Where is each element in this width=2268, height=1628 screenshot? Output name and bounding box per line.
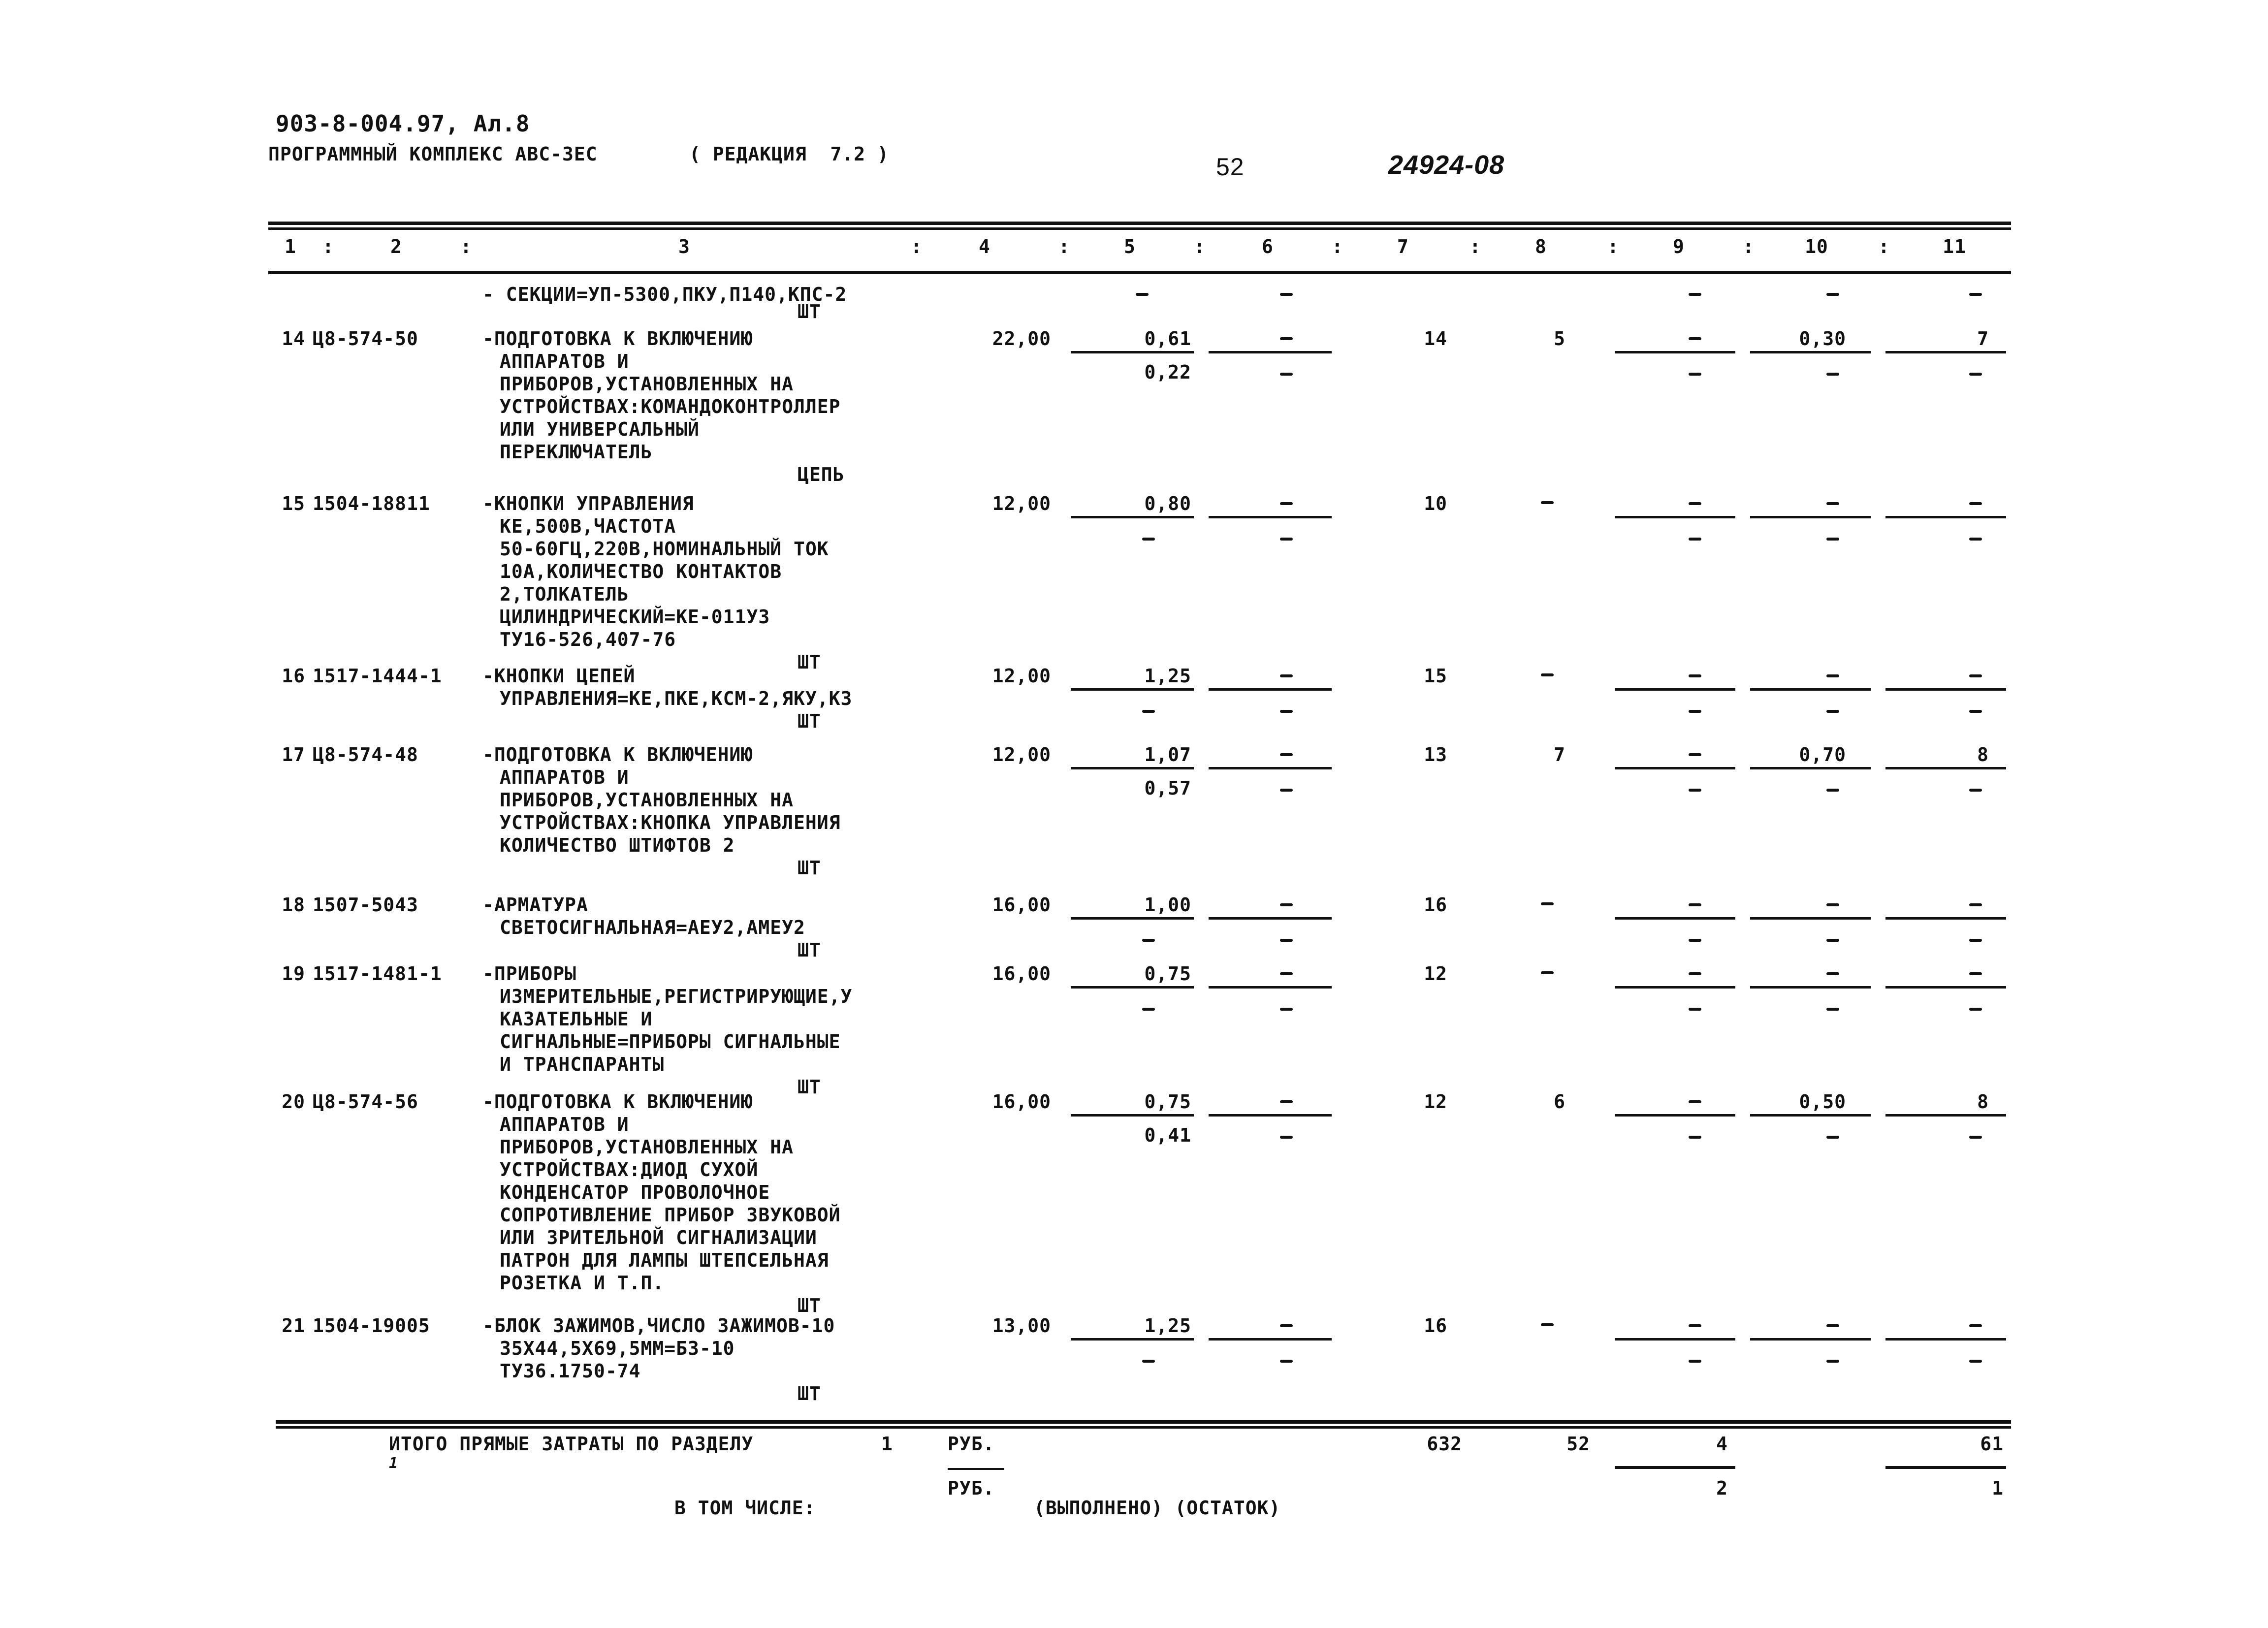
row-code: Ц8-574-50 [313,328,418,350]
empty-value-dash [1969,373,1982,376]
row-number: 17 [282,744,305,766]
row-col5-value: 1,25 [1144,665,1191,687]
column-separators: : [322,236,334,257]
cell-divider-rule [1750,688,1871,691]
empty-value-dash [1969,789,1982,792]
document-code: 903-8-004.97, Ал.8 [276,110,530,137]
empty-value-dash [1689,903,1701,906]
empty-value-dash [1826,1008,1839,1011]
cell-divider-rule [1615,516,1735,518]
edition-label: ( РЕДАКЦИЯ 7.2 ) [689,143,889,165]
empty-value-dash [1826,903,1839,906]
cell-divider-rule [1885,351,2006,353]
cell-divider-rule [1071,917,1194,920]
row-col7-value: 13 [1424,744,1447,766]
row-description-line: АППАРАТОВ И [500,351,629,372]
row-col8-value: 6 [1554,1091,1565,1113]
row-col5-value: 0,75 [1144,963,1191,985]
empty-value-dash [1689,1136,1701,1139]
cell-divider-rule [1615,1114,1735,1117]
column-header-4: 4 [979,236,990,257]
row-c11-value: 8 [1977,744,1989,766]
row-col7-value: 16 [1424,1315,1447,1337]
column-separator: : [1332,236,1343,257]
totals-label: ИТОГО ПРЯМЫЕ ЗАТРАТЫ ПО РАЗДЕЛУ [389,1433,754,1455]
done-remainder-label: (ВЫПОЛНЕНО) (ОСТАТОК) [1034,1497,1281,1519]
row-col5-value: 0,61 [1144,328,1191,350]
row-col5-second-value: 0,22 [1144,361,1191,383]
empty-value-dash [1280,674,1293,677]
empty-value-dash [1969,674,1982,677]
row-c10-value: 0,50 [1799,1091,1846,1113]
row-quantity: 16,00 [992,894,1051,916]
cell-divider-rule [1071,516,1194,518]
empty-value-dash [1969,502,1982,505]
row-number: 20 [282,1091,305,1113]
column-separator: : [1194,236,1206,257]
cell-divider-rule [1209,767,1332,769]
totals-col8: 52 [1566,1433,1590,1455]
row-col7-value: 15 [1424,665,1447,687]
empty-value-dash [1280,1324,1293,1327]
row-description-line: -ПОДГОТОВКА К ВКЛЮЧЕНИЮ [482,328,753,350]
sheet-code: 24924-08 [1388,150,1505,180]
empty-value-dash [1826,293,1839,296]
column-header-5: 5 [1124,236,1136,257]
empty-value-dash [1689,789,1701,792]
totals-col9-rule [1615,1466,1735,1469]
cell-divider-rule [1750,1114,1871,1117]
row-col8-value: 7 [1554,744,1565,766]
column-separator: : [1058,236,1070,257]
empty-value-dash [1280,903,1293,906]
cell-divider-rule [1071,986,1194,989]
cell-divider-rule [1615,688,1735,691]
row-description-line: КОЛИЧЕСТВО ШТИФТОВ 2 [500,834,735,856]
page-number: 52 [1216,153,1245,181]
empty-value-dash [1136,293,1149,296]
column-header-8: 8 [1535,236,1547,257]
cell-divider-rule [1885,516,2006,518]
empty-value-dash [1541,1323,1554,1326]
including-label: В ТОМ ЧИСЛЕ: [674,1497,816,1519]
column-header-1: 1 [285,236,296,257]
empty-value-dash [1826,502,1839,505]
row-quantity: 16,00 [992,1091,1051,1113]
row-description-line: АППАРАТОВ И [500,766,629,788]
empty-value-dash [1689,337,1701,340]
row-col5-second-value: 0,57 [1144,777,1191,799]
row-description-line: И ТРАНСПАРАНТЫ [500,1053,665,1075]
row-code: Ц8-574-48 [313,744,418,766]
row-col7-value: 14 [1424,328,1447,350]
empty-value-dash [1826,1324,1839,1327]
empty-value-dash [1689,939,1701,942]
totals-col11-rule [1885,1466,2006,1469]
row-code: 1507-5043 [313,894,418,916]
row-col7-value: 16 [1424,894,1447,916]
cell-divider-rule [1750,516,1871,518]
empty-value-dash [1280,502,1293,505]
totals-col9: 4 [1716,1433,1728,1455]
row-description-line: ПРИБОРОВ,УСТАНОВЛЕННЫХ НА [500,789,794,811]
cell-divider-rule [1615,767,1735,769]
row-number: 19 [282,963,305,985]
row-description-line: УСТРОЙСТВАХ:КНОПКА УПРАВЛЕНИЯ [500,812,841,833]
cell-divider-rule [1209,1338,1332,1341]
cell-divider-rule [1750,917,1871,920]
row-description-line: -ПОДГОТОВКА К ВКЛЮЧЕНИЮ [482,1091,753,1113]
row-number: 14 [282,328,305,350]
row-col5-value: 0,80 [1144,493,1191,514]
empty-value-dash [1280,753,1293,756]
empty-value-dash [1689,1008,1701,1011]
row-quantity: 12,00 [992,665,1051,687]
empty-value-dash [1689,1360,1701,1363]
cell-divider-rule [1615,1338,1735,1341]
totals-col7: 632 [1427,1433,1462,1455]
totals-col11: 61 [1980,1433,2004,1455]
row-quantity: 12,00 [992,744,1051,766]
empty-value-dash [1969,1324,1982,1327]
column-header-3: 3 [678,236,690,257]
cell-divider-rule [1615,351,1735,353]
empty-value-dash [1826,972,1839,975]
empty-value-dash [1280,337,1293,340]
totals-col11-remainder: 1 [1992,1477,2004,1499]
empty-value-dash [1280,789,1293,792]
row-unit: ШТ [798,939,821,961]
cell-divider-rule [1750,351,1871,353]
row-description-line: УПРАВЛЕНИЯ=КЕ,ПКЕ,КСМ-2,ЯКУ,КЗ [500,688,853,709]
row-description-line: СВЕТОСИГНАЛЬНАЯ=АЕУ2,АМЕУ2 [500,917,805,938]
cell-divider-rule [1071,767,1194,769]
empty-value-dash [1142,939,1155,942]
empty-value-dash [1280,939,1293,942]
row-unit: ЦЕПЬ [798,464,845,485]
row-description-line: - СЕКЦИИ=УП-5300,ПКУ,П140,КПС-2 [482,284,847,305]
empty-value-dash [1689,972,1701,975]
row-unit: ШТ [798,301,821,322]
cell-divider-rule [1885,1114,2006,1117]
row-description-line: ИЛИ ЗРИТЕЛЬНОЙ СИГНАЛИЗАЦИИ [500,1227,817,1248]
row-description-line: ПАТРОН ДЛЯ ЛАМПЫ ШТЕПСЕЛЬНАЯ [500,1249,829,1271]
row-description-line: ЦИЛИНДРИЧЕСКИЙ=КЕ-011У3 [500,606,770,628]
empty-value-dash [1969,1360,1982,1363]
row-description-line: ТУ16-526,407-76 [500,629,676,650]
cell-divider-rule [1209,516,1332,518]
empty-value-dash [1280,972,1293,975]
row-description-line: КЕ,500В,ЧАСТОТА [500,515,676,537]
row-description-line: 35Х44,5Х69,5ММ=Б3-10 [500,1338,735,1359]
cell-divider-rule [1209,688,1332,691]
row-unit: ШТ [798,1383,821,1405]
row-unit: ШТ [798,1076,821,1098]
cell-divider-rule [1071,351,1194,353]
empty-value-dash [1826,710,1839,713]
empty-value-dash [1969,293,1982,296]
row-description-line: УСТРОЙСТВАХ:КОМАНДОКОНТРОЛЛЕР [500,396,841,417]
empty-value-dash [1689,753,1701,756]
row-description-line: 50-60ГЦ,220В,НОМИНАЛЬНЫЙ ТОК [500,538,829,560]
row-description-line: 2,ТОЛКАТЕЛЬ [500,583,629,605]
empty-value-dash [1280,710,1293,713]
empty-value-dash [1969,710,1982,713]
row-description-line: КОНДЕНСАТОР ПРОВОЛОЧНОЕ [500,1181,770,1203]
empty-value-dash [1280,538,1293,541]
row-description-line: -ПОДГОТОВКА К ВКЛЮЧЕНИЮ [482,744,753,766]
row-quantity: 22,00 [992,328,1051,350]
row-code: 1517-1444-1 [313,665,442,687]
totals-section: 1 [881,1433,893,1455]
row-quantity: 12,00 [992,493,1051,514]
empty-value-dash [1826,538,1839,541]
row-unit: ШТ [798,651,821,673]
row-description-line: СИГНАЛЬНЫЕ=ПРИБОРЫ СИГНАЛЬНЫЕ [500,1031,841,1053]
empty-value-dash [1541,501,1554,504]
row-description-line: -БЛОК ЗАЖИМОВ,ЧИСЛО ЗАЖИМОВ-10 [482,1315,835,1337]
empty-value-dash [1689,502,1701,505]
empty-value-dash [1969,972,1982,975]
table-top-rule [268,222,2011,225]
cell-divider-rule [1750,986,1871,989]
row-col5-value: 1,00 [1144,894,1191,916]
cell-divider-rule [1071,1114,1194,1117]
empty-value-dash [1969,1136,1982,1139]
table-top-rule-2 [268,227,2011,230]
row-code: Ц8-574-56 [313,1091,418,1113]
column-header-10: 10 [1805,236,1828,257]
totals-top-rule [276,1420,2011,1424]
cell-divider-rule [1750,767,1871,769]
column-separator: : [911,236,923,257]
empty-value-dash [1142,1360,1155,1363]
cell-divider-rule [1209,351,1332,353]
empty-value-dash [1541,673,1554,676]
empty-value-dash [1826,1136,1839,1139]
row-c11-value: 8 [1977,1091,1989,1113]
row-col8-value: 5 [1554,328,1565,350]
empty-value-dash [1689,373,1701,376]
header-bottom-rule [268,271,2011,274]
column-header-2: 2 [390,236,402,257]
empty-value-dash [1142,1008,1155,1011]
row-quantity: 16,00 [992,963,1051,985]
row-number: 16 [282,665,305,687]
row-description-line: -ПРИБОРЫ [482,963,577,985]
column-header-7: 7 [1397,236,1409,257]
empty-value-dash [1142,710,1155,713]
cell-divider-rule [1885,986,2006,989]
row-code: 1504-18811 [313,493,430,514]
row-unit: ШТ [798,710,821,732]
empty-value-dash [1689,710,1701,713]
row-description-line: 10А,КОЛИЧЕСТВО КОНТАКТОВ [500,561,782,582]
row-c10-value: 0,30 [1799,328,1846,350]
cell-divider-rule [1885,767,2006,769]
row-number: 18 [282,894,305,916]
row-c10-value: 0,70 [1799,744,1846,766]
empty-value-dash [1689,674,1701,677]
row-description-line: ПЕРЕКЛЮЧАТЕЛЬ [500,441,653,463]
row-c11-value: 7 [1977,328,1989,350]
row-description-line: ИЛИ УНИВЕРСАЛЬНЫЙ [500,418,700,440]
row-description-line: ИЗМЕРИТЕЛЬНЫЕ,РЕГИСТРИРУЮЩИЕ,У [500,986,853,1007]
row-description-line: СОПРОТИВЛЕНИЕ ПРИБОР ЗВУКОВОЙ [500,1204,841,1226]
row-unit: ШТ [798,1295,821,1316]
column-header-11: 11 [1943,236,1966,257]
row-description-line: АППАРАТОВ И [500,1114,629,1135]
cell-divider-rule [1071,1338,1194,1341]
row-quantity: 13,00 [992,1315,1051,1337]
row-col7-value: 12 [1424,1091,1447,1113]
row-description-line: РОЗЕТКА И Т.П. [500,1272,665,1294]
empty-value-dash [1969,1008,1982,1011]
row-col7-value: 10 [1424,493,1447,514]
column-separator: : [1469,236,1481,257]
cell-divider-rule [1209,986,1332,989]
cell-divider-rule [1209,917,1332,920]
empty-value-dash [1969,903,1982,906]
cell-divider-rule [1071,688,1194,691]
cell-divider-rule [1885,688,2006,691]
row-description-line: -КНОПКИ УПРАВЛЕНИЯ [482,493,694,514]
row-code: 1517-1481-1 [313,963,442,985]
row-col5-value: 1,07 [1144,744,1191,766]
row-description-line: ПРИБОРОВ,УСТАНОВЛЕННЫХ НА [500,373,794,395]
row-col5-value: 1,25 [1144,1315,1191,1337]
empty-value-dash [1689,1100,1701,1103]
cell-divider-rule [1750,1338,1871,1341]
totals-unit-2: РУБ. [948,1477,995,1499]
empty-value-dash [1689,538,1701,541]
column-separator: : [1607,236,1619,257]
cell-divider-rule [1885,917,2006,920]
empty-value-dash [1689,1324,1701,1327]
row-col7-value: 12 [1424,963,1447,985]
empty-value-dash [1541,902,1554,905]
totals-section-mark: 1 [389,1455,399,1472]
column-separator: : [1878,236,1890,257]
program-line: ПРОГРАММНЫЙ КОМПЛЕКС АВС-ЗЕС [268,143,598,165]
cell-divider-rule [1615,986,1735,989]
row-number: 15 [282,493,305,514]
cell-divider-rule [1209,1114,1332,1117]
empty-value-dash [1826,373,1839,376]
row-description-line: УСТРОЙСТВАХ:ДИОД СУХОЙ [500,1159,759,1181]
totals-top-rule-2 [276,1426,2011,1429]
column-header-6: 6 [1262,236,1274,257]
row-description-line: ПРИБОРОВ,УСТАНОВЛЕННЫХ НА [500,1136,794,1158]
column-separator: : [1743,236,1755,257]
empty-value-dash [1689,293,1701,296]
row-col5-value: 0,75 [1144,1091,1191,1113]
row-number: 21 [282,1315,305,1337]
empty-value-dash [1541,971,1554,974]
cell-divider-rule [1885,1338,2006,1341]
empty-value-dash [1280,1360,1293,1363]
row-description-line: КАЗАТЕЛЬНЫЕ И [500,1008,653,1030]
empty-value-dash [1969,538,1982,541]
empty-value-dash [1826,939,1839,942]
column-header-9: 9 [1673,236,1685,257]
empty-value-dash [1142,538,1155,541]
empty-value-dash [1280,1100,1293,1103]
row-description-line: -КНОПКИ ЦЕПЕЙ [482,665,636,687]
empty-value-dash [1826,674,1839,677]
empty-value-dash [1826,1360,1839,1363]
empty-value-dash [1280,1008,1293,1011]
row-description-line: ТУ36.1750-74 [500,1360,641,1382]
row-code: 1504-19005 [313,1315,430,1337]
empty-value-dash [1280,293,1293,296]
totals-col9-remainder: 2 [1716,1477,1728,1499]
column-separator: : [460,236,472,257]
empty-value-dash [1969,939,1982,942]
empty-value-dash [1280,373,1293,376]
totals-unit-rule [948,1468,1004,1470]
row-description-line: -АРМАТУРА [482,894,588,916]
row-unit: ШТ [798,857,821,879]
row-col5-second-value: 0,41 [1144,1124,1191,1146]
cell-divider-rule [1615,917,1735,920]
empty-value-dash [1280,1136,1293,1139]
empty-value-dash [1826,789,1839,792]
totals-unit: РУБ. [948,1433,995,1455]
